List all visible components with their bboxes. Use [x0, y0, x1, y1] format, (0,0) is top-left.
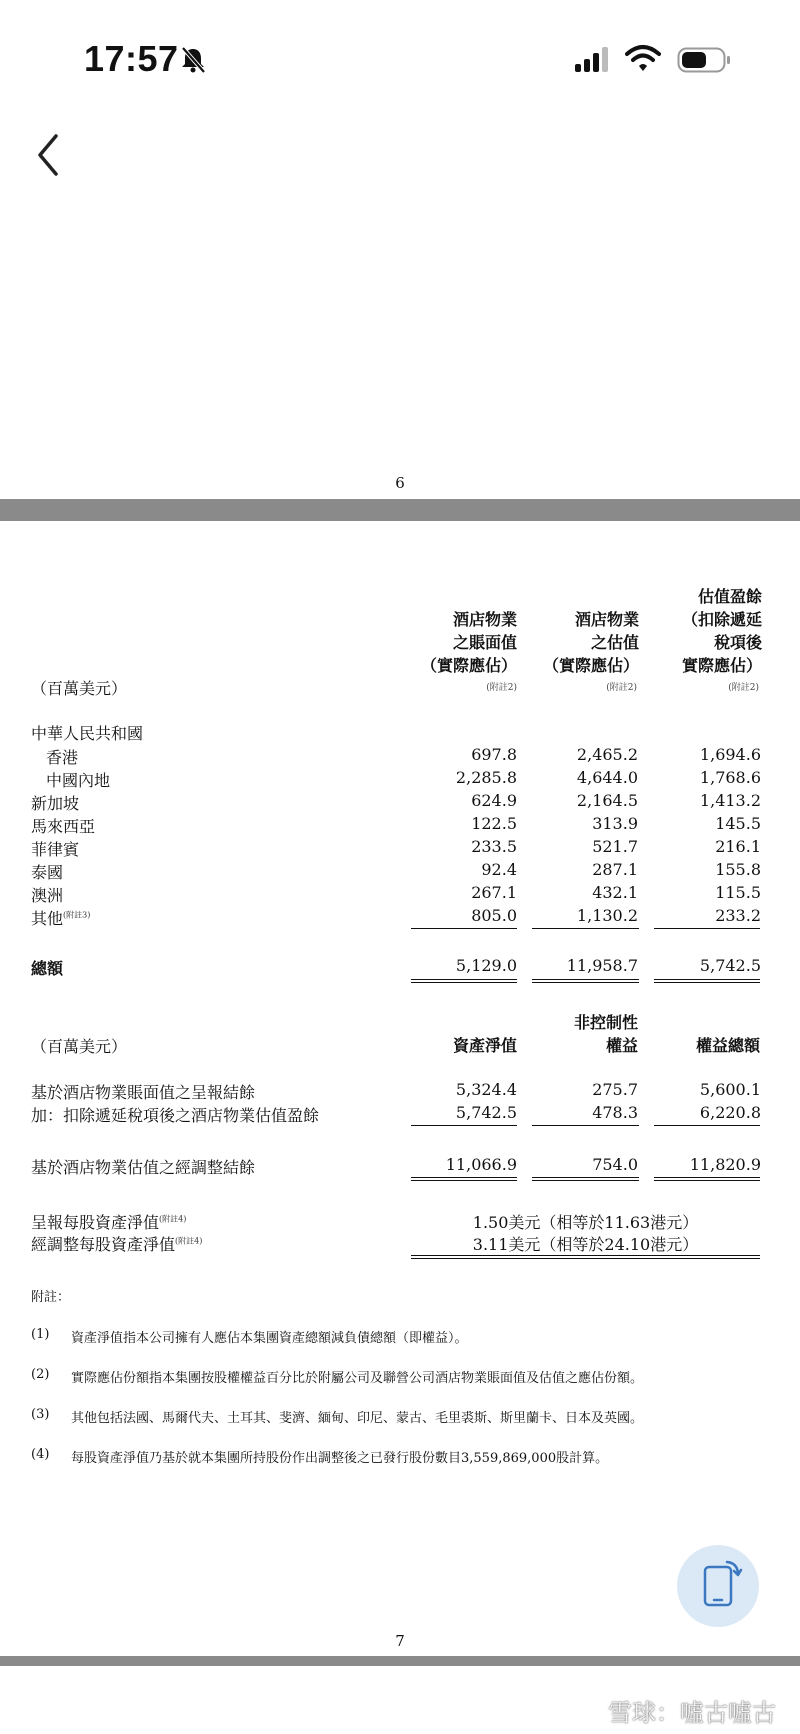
- cell-value: 2,285.8: [455, 768, 517, 787]
- table2-header-col1: [420, 1034, 517, 1057]
- note-text: 每股資產淨值乃基於就本集團所持股份作出調整後之已發行股份數目3,559,869,000股計算。: [71, 1451, 609, 1466]
- row-label: 中華人民共和國: [31, 724, 144, 743]
- status-bar: [0, 0, 800, 110]
- header-line: 之賬面值: [452, 633, 517, 652]
- rotate-screen-button[interactable]: [677, 1545, 759, 1627]
- header-line: 權益: [605, 1036, 638, 1055]
- cell-value: 275.7: [592, 1080, 638, 1099]
- double-rule: [532, 1177, 639, 1181]
- cell-value: 1,130.2: [576, 906, 638, 925]
- notes-title-text: 附註：: [31, 1290, 71, 1305]
- note-ref: (附註3): [63, 910, 91, 920]
- table-row: [0, 1080, 800, 1103]
- cell-value: 5,129.0: [455, 956, 517, 975]
- header-line: （實際應佔）: [420, 656, 517, 675]
- cell-value: 5,742.5: [455, 1103, 517, 1122]
- table1-header-col3: [652, 585, 762, 677]
- table1-header-col2: [530, 608, 639, 677]
- cell-value: 267.1: [471, 883, 517, 902]
- double-rule: [532, 979, 639, 983]
- row-label: [31, 906, 90, 929]
- cell-value: 2,164.5: [576, 791, 638, 810]
- note-ref: (附註2): [606, 683, 637, 693]
- table-row: [0, 837, 800, 860]
- header-line: （實際應佔）: [542, 656, 639, 675]
- note-ref: (附註4): [175, 1236, 203, 1246]
- cell-value: 1,768.6: [699, 768, 761, 787]
- row-label-text: 其他: [31, 909, 64, 928]
- cell-value: 1,413.2: [699, 791, 761, 810]
- row-label: 泰國: [31, 863, 64, 882]
- nav-row: [0, 1210, 800, 1233]
- cell-value: 697.8: [471, 745, 517, 764]
- note-ref: (附註2): [486, 683, 517, 693]
- cell-value: 754.0: [592, 1155, 638, 1174]
- page-separator-top: [0, 499, 800, 521]
- cell-value: 92.4: [481, 860, 517, 879]
- header-line: 酒店物業: [574, 610, 639, 629]
- cell-value: 287.1: [592, 860, 638, 879]
- rule: [411, 928, 517, 929]
- table2-header-col3: [660, 1034, 760, 1057]
- cell-value: 155.8: [715, 860, 761, 879]
- rule: [532, 1125, 639, 1126]
- back-button[interactable]: [30, 130, 70, 180]
- nav-value: 1.50美元（相等於11.63港元）: [472, 1213, 699, 1232]
- row-label-text: 經調整每股資產淨值: [31, 1235, 176, 1254]
- header-line: 權益總額: [695, 1036, 760, 1055]
- note-number: (3): [31, 1407, 50, 1422]
- row-label: [31, 1210, 186, 1233]
- cell-value: 5,742.5: [699, 956, 761, 975]
- header-line: 酒店物業: [452, 610, 517, 629]
- double-rule: [654, 979, 760, 983]
- table2-unit: （百萬美元）: [31, 1037, 128, 1056]
- cell-value: 521.7: [592, 837, 638, 856]
- cell-value: 478.3: [592, 1103, 638, 1122]
- cell-value: 5,600.1: [699, 1080, 761, 1099]
- cell-value: 216.1: [715, 837, 761, 856]
- cell-value: 11,820.9: [689, 1155, 761, 1174]
- header-line: 實際應佔）: [681, 656, 762, 675]
- double-rule: [654, 1177, 760, 1181]
- table-row: [0, 791, 800, 814]
- cell-value: 5,324.4: [455, 1080, 517, 1099]
- battery-icon: [677, 47, 733, 73]
- cell-value: 115.5: [715, 883, 761, 902]
- note-ref: (附註4): [159, 1214, 187, 1224]
- cell-value: 122.5: [471, 814, 517, 833]
- note-item: [31, 1327, 771, 1347]
- cell-value: 233.2: [715, 906, 761, 925]
- note-item: [31, 1367, 771, 1387]
- table-row: [0, 745, 800, 768]
- cell-value: 432.1: [592, 883, 638, 902]
- page-separator-bottom: [0, 1656, 800, 1666]
- table-row: [0, 1103, 800, 1126]
- cell-value: 2,465.2: [576, 745, 638, 764]
- note-text: 資產淨值指本公司擁有人應佔本集團資產總額減負債總額（即權益）。: [71, 1331, 468, 1346]
- rule: [532, 928, 639, 929]
- cell-value: 805.0: [471, 906, 517, 925]
- status-time: 17:57: [84, 38, 179, 79]
- rule: [411, 1125, 517, 1126]
- cell-value: 145.5: [715, 814, 761, 833]
- table-row: [0, 768, 800, 791]
- row-label: 中國內地: [46, 771, 111, 790]
- cell-value: 233.5: [471, 837, 517, 856]
- rule: [654, 928, 760, 929]
- cell-value: 4,644.0: [576, 768, 638, 787]
- cell-value: 624.9: [471, 791, 517, 810]
- row-label: 澳洲: [31, 886, 64, 905]
- row-label: 基於酒店物業估值之經調整結餘: [31, 1158, 256, 1177]
- double-rule: [411, 979, 517, 983]
- notes-title: [31, 1286, 70, 1305]
- nav-value: 3.11美元（相等於24.10港元）: [472, 1235, 699, 1254]
- row-label: 新加坡: [31, 794, 80, 813]
- row-label-text: 呈報每股資產淨值: [31, 1213, 160, 1232]
- row-label: 馬來西亞: [31, 817, 96, 836]
- table-row-total: [0, 1155, 800, 1178]
- row-label: 香港: [46, 748, 79, 767]
- note-number: (1): [31, 1327, 50, 1342]
- bell-muted-icon: [178, 46, 208, 74]
- cell-value: 11,066.9: [445, 1155, 517, 1174]
- header-line: （扣除遞延: [681, 610, 762, 629]
- cell-value: 313.9: [592, 814, 638, 833]
- wifi-icon: [625, 44, 661, 74]
- cell-value: 1,694.6: [699, 745, 761, 764]
- row-label: 菲律賓: [31, 840, 80, 859]
- table-row: [0, 860, 800, 883]
- cell-value: 6,220.8: [699, 1103, 761, 1122]
- note-text: 實際應佔份額指本集團按股權權益百分比於附屬公司及聯營公司酒店物業賬面值及估值之應佔份額。: [71, 1371, 644, 1386]
- note-number: (2): [31, 1367, 50, 1382]
- note-ref: (附註2): [728, 683, 759, 693]
- header-line: 估值盈餘: [697, 587, 762, 606]
- table-row-group: [0, 721, 800, 744]
- note-item: [31, 1447, 771, 1467]
- row-label: 加：扣除遞延稅項後之酒店物業估值盈餘: [31, 1106, 320, 1125]
- header-line: 非控制性: [573, 1013, 638, 1032]
- rule: [654, 1125, 760, 1126]
- table1-header-col1: [410, 608, 517, 677]
- table-row: [0, 883, 800, 906]
- watermark: 雪球：噓古噓古: [608, 1699, 776, 1727]
- note-text: 其他包括法國、馬爾代夫、土耳其、斐濟、緬甸、印尼、蒙古、毛里裘斯、斯里蘭卡、日本及英國。: [71, 1411, 644, 1426]
- table1-unit: （百萬美元）: [31, 679, 128, 698]
- header-line: 稅項後: [713, 633, 762, 652]
- page-number-bottom: 7: [395, 1632, 405, 1650]
- row-label: 總額: [31, 959, 64, 978]
- nav-row: [0, 1232, 800, 1255]
- chevron-left-icon: [40, 136, 56, 174]
- header-line: 之估值: [590, 633, 639, 652]
- row-label: [31, 1232, 202, 1255]
- table-row: [0, 906, 800, 929]
- header-line: 資產淨值: [452, 1036, 517, 1055]
- double-rule: [411, 1177, 517, 1181]
- note-number: (4): [31, 1447, 50, 1462]
- table-row: [0, 814, 800, 837]
- note-item: [31, 1407, 771, 1427]
- table2-header-col2: [568, 1011, 638, 1057]
- rotate-screen-icon: [677, 1545, 759, 1627]
- page-number-top: 6: [395, 474, 405, 492]
- row-label: 基於酒店物業賬面值之呈報結餘: [31, 1083, 256, 1102]
- table-row-total: [0, 956, 800, 979]
- cell-value: 11,958.7: [566, 956, 638, 975]
- signal-icon: [574, 46, 610, 74]
- double-rule: [411, 1255, 760, 1259]
